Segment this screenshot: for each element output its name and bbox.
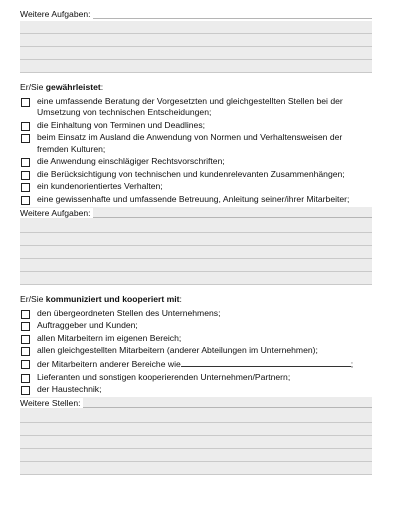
checklist-item-text: den übergeordneten Stellen des Unternehmens; xyxy=(37,307,221,318)
blank-line xyxy=(20,272,372,285)
further-positions-textarea[interactable] xyxy=(20,410,372,475)
further-positions-field[interactable] xyxy=(20,397,372,410)
checkbox[interactable] xyxy=(21,158,30,167)
checklist-item-text: allen Mitarbeitern im eigenen Bereich; xyxy=(37,332,182,343)
further-tasks-field-2[interactable] xyxy=(20,207,372,220)
blank-line xyxy=(20,259,372,272)
checklist-item xyxy=(20,358,372,370)
checklist-item xyxy=(20,372,372,383)
section-title-suffix: : xyxy=(100,82,104,92)
checklist-item-text: eine gewissenhafte und umfassende Betreuung, Anleitung seiner/ihrer Mitarbeiter; xyxy=(37,193,350,204)
section-title-communicates xyxy=(20,293,372,305)
blank-line xyxy=(20,423,372,436)
checkbox[interactable] xyxy=(21,310,30,319)
checkbox[interactable] xyxy=(21,374,30,383)
blank-line xyxy=(20,246,372,259)
further-tasks-textarea-2[interactable] xyxy=(20,220,372,285)
guarantees-checklist xyxy=(20,96,372,205)
further-positions-label: Weitere Stellen: xyxy=(20,397,81,408)
checkbox[interactable] xyxy=(21,322,30,331)
checkbox[interactable] xyxy=(21,347,30,356)
other-departments-input[interactable] xyxy=(181,358,354,369)
checkbox[interactable] xyxy=(21,98,30,107)
checklist-item-text: eine umfassende Beratung der Vorgesetzten und gleichgestellten Stellen bei der Umsetzung von technischen Entscheidungen; xyxy=(37,96,343,118)
further-tasks-field-1[interactable] xyxy=(20,8,372,21)
communicates-checklist xyxy=(20,308,372,396)
checklist-item xyxy=(20,320,372,331)
section-title-bold: kommuniziert und kooperiert mit xyxy=(45,293,180,304)
checkbox[interactable] xyxy=(21,360,30,369)
checklist-item-text: ein kundenorientiertes Verhalten; xyxy=(37,181,163,192)
blank-line xyxy=(20,21,372,34)
further-tasks-label: Weitere Aufgaben: xyxy=(20,207,91,218)
checklist-item xyxy=(20,156,372,167)
checklist-item-text: der Haustechnik; xyxy=(37,384,102,395)
checkbox[interactable] xyxy=(21,134,30,143)
checklist-item-suffix: ; xyxy=(350,358,354,369)
checklist-item xyxy=(20,169,372,180)
blank-line xyxy=(20,449,372,462)
further-tasks-block-1 xyxy=(20,8,372,73)
checklist-item-text: Auftraggeber und Kunden; xyxy=(37,320,138,331)
blank-line xyxy=(20,220,372,233)
checklist-item xyxy=(20,333,372,344)
document-page xyxy=(20,8,372,475)
checklist-item xyxy=(20,120,372,131)
checkbox[interactable] xyxy=(21,171,30,180)
checkbox[interactable] xyxy=(21,183,30,192)
blank-line xyxy=(20,436,372,449)
checklist-item-text: der Mitarbeitern anderer Bereiche wie xyxy=(37,358,181,369)
blank-line xyxy=(20,47,372,60)
checklist-item-text: Lieferanten und sonstigen kooperierenden Unternehmen/Partnern; xyxy=(37,371,291,382)
section-title-bold: gewährleistet xyxy=(45,82,101,92)
further-tasks-textarea-1[interactable] xyxy=(20,21,372,73)
checklist-item-text: die Einhaltung von Terminen und Deadlines; xyxy=(37,119,206,130)
checklist-item-text: die Berücksichtigung von technischen und kundenrelevanten Zusammenhängen; xyxy=(37,168,345,179)
checklist-item-text: beim Einsatz im Ausland die Anwendung von Normen und Verhaltensweisen der fremden Kulturen; xyxy=(37,132,343,154)
section-title-suffix: : xyxy=(179,293,182,304)
checklist-item-text: die Anwendung einschlägiger Rechtsvorschriften; xyxy=(37,156,225,167)
checklist-item xyxy=(20,181,372,192)
further-tasks-block-2 xyxy=(20,207,372,285)
checkbox[interactable] xyxy=(21,335,30,344)
checklist-item xyxy=(20,96,372,118)
checkbox[interactable] xyxy=(21,122,30,131)
blank-line xyxy=(20,410,372,423)
checklist-item xyxy=(20,345,372,356)
checklist-item xyxy=(20,308,372,319)
checkbox[interactable] xyxy=(21,386,30,395)
blank-line xyxy=(20,34,372,47)
section-title-prefix: Er/Sie xyxy=(20,82,46,92)
further-positions-block xyxy=(20,397,372,475)
checklist-item xyxy=(20,384,372,395)
section-title-guarantees xyxy=(20,81,372,93)
blank-line xyxy=(20,233,372,246)
section-title-prefix: Er/Sie xyxy=(20,293,46,304)
checklist-item-text: allen gleichgestellten Mitarbeitern (anderer Abteilungen im Unternehmen); xyxy=(37,345,318,356)
further-tasks-label: Weitere Aufgaben: xyxy=(20,9,91,19)
blank-line xyxy=(20,462,372,475)
blank-line xyxy=(20,60,372,73)
checklist-item xyxy=(20,194,372,205)
checklist-item xyxy=(20,132,372,154)
checkbox[interactable] xyxy=(21,196,30,205)
